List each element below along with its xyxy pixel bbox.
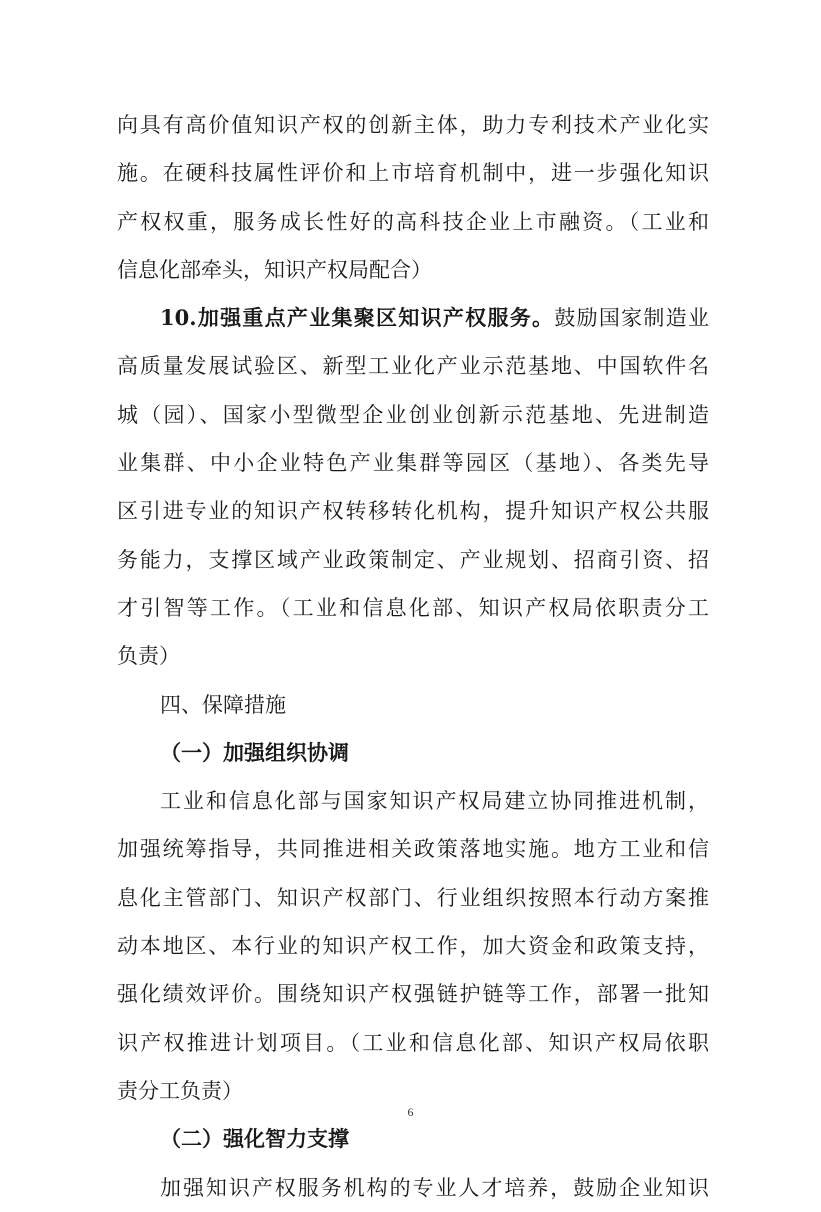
text-line: 才引智等工作。（工业和信息化部、知识产权局依职责分工 [117, 595, 709, 620]
text-line: 高质量发展试验区、新型工业化产业示范基地、中国软件名 [117, 354, 709, 379]
text-line: 识产权推进计划项目。（工业和信息化部、知识产权局依职 [117, 1030, 709, 1055]
text-line: 务能力，支撑区域产业政策制定、产业规划、招商引资、招 [117, 547, 709, 572]
text-line: 信息化部牵头，知识产权局配合） [117, 257, 432, 282]
text-line: 强化绩效评价。围绕知识产权强链护链等工作，部署一批知 [117, 982, 709, 1007]
text-line: 加强统筹指导，共同推进相关政策落地实施。地方工业和信 [117, 837, 709, 862]
page-number: 6 [407, 1105, 414, 1119]
text-line: 工业和信息化部与国家知识产权局建立协同推进机制， [160, 789, 709, 814]
subsection-1-title: （一）加强组织协调 [160, 739, 349, 765]
text-line: 区引进专业的知识产权转移转化机构，提升知识产权公共服 [117, 499, 709, 524]
body-text [117, 101, 709, 1212]
item-10-heading: 10.加强重点产业集聚区知识产权服务。 [160, 305, 555, 331]
section-4-title: 四、保障措施 [160, 692, 286, 717]
text-line: 息化主管部门、知识产权部门、行业组织按照本行动方案推 [117, 885, 709, 910]
text-line: 负责） [117, 644, 180, 669]
text-line: 加强知识产权服务机构的专业人才培养，鼓励企业知识 [160, 1175, 709, 1200]
text-line: 施。在硬科技属性评价和上市培育机制中，进一步强化知识 [117, 161, 709, 186]
text-line: 责分工负责） [117, 1078, 243, 1103]
subsection-2-title: （二）强化智力支撑 [160, 1126, 349, 1152]
item-10-paragraph-start [117, 294, 709, 342]
text-line: 鼓励国家制造业 [554, 306, 709, 331]
text-line: 业集群、中小企业特色产业集群等园区（基地）、各类先导 [117, 451, 709, 476]
text-line: 产权权重，服务成长性好的高科技企业上市融资。（工业和 [117, 209, 709, 234]
text-line: 向具有高价值知识产权的创新主体，助力专利技术产业化实 [117, 113, 709, 137]
text-line: 城（园）、国家小型微型企业创业创新示范基地、先进制造 [117, 402, 709, 427]
text-line: 动本地区、本行业的知识产权工作，加大资金和政策支持， [117, 934, 709, 959]
